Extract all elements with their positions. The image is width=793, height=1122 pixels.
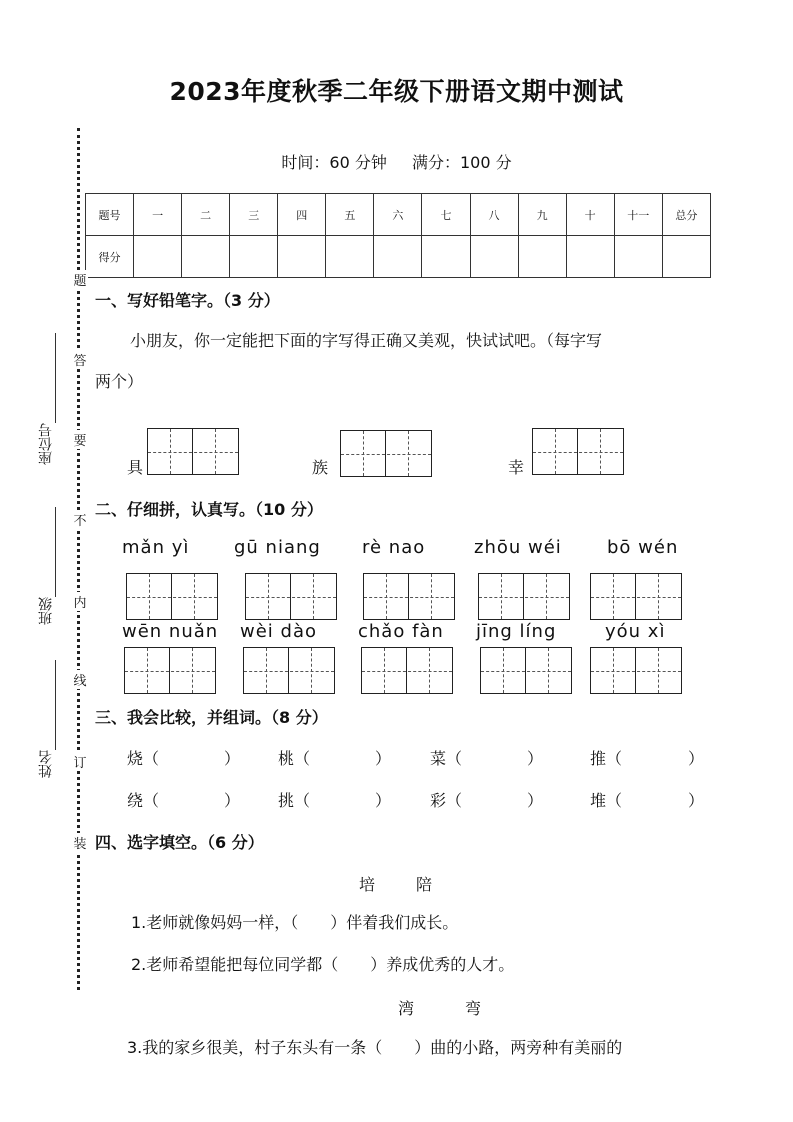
pinyin-writing-grid[interactable] [478,573,570,620]
score-cell[interactable] [182,236,230,278]
choice-char: 湾 [398,999,415,1018]
binding-char: 内 [72,592,88,611]
model-char: 具 [127,458,144,477]
pinyin-label: mǎn yì [122,537,190,558]
binding-char: 订 [72,752,88,771]
score-header-cell: 五 [326,194,374,236]
section-1-instruction-cont: 两个） [95,372,144,391]
page-title: 2023年度秋季二年级下册语文期中测试 [169,77,624,106]
compare-char: 堆（ [590,791,623,810]
name-label: 姓名 [38,750,54,778]
score-header-cell: 七 [422,194,470,236]
section-3-heading: 三、我会比较，并组词。（8 分） [95,708,328,727]
pinyin-label: rè nao [362,537,426,558]
pinyin-writing-grid[interactable] [243,647,335,694]
score-header-cell: 总分 [662,194,710,236]
pinyin-writing-grid[interactable] [590,573,682,620]
name-line[interactable] [55,660,56,750]
class-label: 班级 [38,597,54,625]
score-cell[interactable] [278,236,326,278]
score-header-cell: 二 [182,194,230,236]
exam-info [0,150,793,173]
writing-grid[interactable] [532,428,624,475]
pinyin-label: zhōu wéi [474,537,562,558]
score-header-cell: 十一 [614,194,662,236]
section-1-instruction: 小朋友，你一定能把下面的字写得正确又美观，快试试吧。（每字写 [130,331,603,350]
score-cell[interactable] [518,236,566,278]
section-1-heading: 一、写好铅笔字。（3 分） [95,291,280,310]
score-cell[interactable] [326,236,374,278]
compare-char: 推（ [590,749,623,768]
question-1: 1.老师就像妈妈一样，（ ）伴着我们成长。 [131,913,459,932]
compare-char: 桃（ [278,749,311,768]
pinyin-label: gū niang [234,537,321,558]
score-cell[interactable] [422,236,470,278]
score-row-label: 得分 [86,236,134,278]
binding-char: 题 [72,270,88,289]
choice-char: 陪 [416,875,433,894]
binding-char: 答 [72,350,88,369]
section-2-heading: 二、仔细拼，认真写。（10 分） [95,500,323,519]
score-table [85,193,711,278]
model-char: 族 [312,458,329,477]
pinyin-writing-grid[interactable] [590,647,682,694]
compare-close[interactable]: ） [688,749,705,768]
pinyin-label: chǎo fàn [358,621,444,642]
score-header-cell: 三 [230,194,278,236]
pinyin-label: yóu xì [605,621,666,642]
pinyin-writing-grid[interactable] [480,647,572,694]
model-char: 幸 [508,458,525,477]
score-header-cell: 八 [470,194,518,236]
score-cell[interactable] [230,236,278,278]
binding-char: 装 [72,833,88,852]
pinyin-label: wèi dào [240,621,317,642]
pinyin-label: bō wén [607,537,679,558]
pinyin-writing-grid[interactable] [124,647,216,694]
compare-close[interactable]: ） [527,749,544,768]
pinyin-writing-grid[interactable] [361,647,453,694]
score-header-cell: 一 [134,194,182,236]
pinyin-writing-grid[interactable] [245,573,337,620]
pinyin-writing-grid[interactable] [126,573,218,620]
score-header-cell: 六 [374,194,422,236]
compare-close[interactable]: ） [375,791,392,810]
compare-char: 彩（ [430,791,463,810]
section-4-heading: 四、选字填空。（6 分） [95,833,264,852]
compare-close[interactable]: ） [527,791,544,810]
compare-close[interactable]: ） [688,791,705,810]
score-header-cell: 四 [278,194,326,236]
compare-close[interactable]: ） [224,749,241,768]
question-2: 2.老师希望能把每位同学都（ ）养成优秀的人才。 [131,955,515,974]
writing-grid[interactable] [340,430,432,477]
exam-time: 时间：60 分钟 [281,153,387,172]
compare-close[interactable]: ） [375,749,392,768]
pinyin-label: jīng líng [476,621,557,642]
exam-full-score: 满分：100 分 [411,153,512,172]
writing-grid[interactable] [147,428,239,475]
compare-char: 绕（ [127,791,160,810]
score-header-cell: 九 [518,194,566,236]
choice-char: 弯 [465,999,482,1018]
question-3: 3.我的家乡很美，村子东头有一条（ ）曲的小路，两旁种有美丽的 [127,1038,623,1057]
pinyin-writing-grid[interactable] [363,573,455,620]
score-cell[interactable] [134,236,182,278]
compare-char: 挑（ [278,791,311,810]
binding-char: 不 [72,510,88,529]
score-cell[interactable] [662,236,710,278]
score-cell[interactable] [566,236,614,278]
score-cell[interactable] [374,236,422,278]
choice-char: 培 [359,875,376,894]
compare-char: 烧（ [127,749,160,768]
seat-number-label: 座位号 [38,423,54,465]
compare-close[interactable]: ） [224,791,241,810]
compare-char: 菜（ [430,749,463,768]
score-header-cell: 题号 [86,194,134,236]
seat-number-line[interactable] [55,333,56,423]
class-line[interactable] [55,507,56,597]
pinyin-label: wēn nuǎn [122,621,219,642]
score-cell[interactable] [614,236,662,278]
binding-dotted-line [77,128,80,990]
score-cell[interactable] [470,236,518,278]
binding-char: 要 [72,430,88,449]
score-header-cell: 十 [566,194,614,236]
binding-char: 线 [72,670,88,689]
